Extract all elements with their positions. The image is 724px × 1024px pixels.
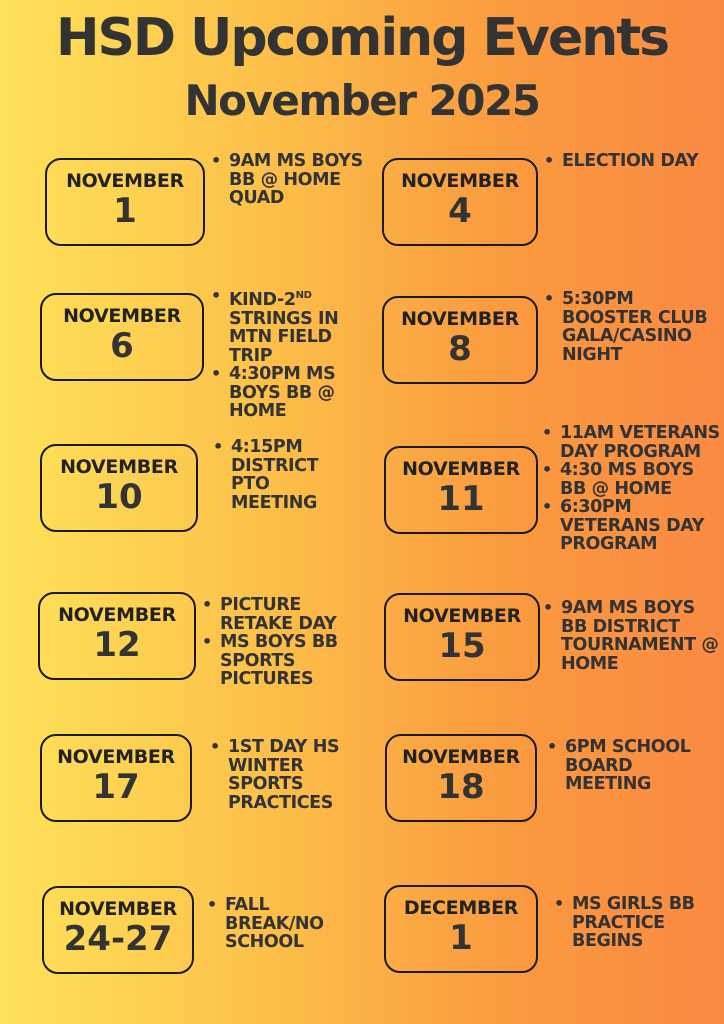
event-day: 6 [110, 326, 134, 366]
event-list [211, 287, 361, 421]
event-list [554, 895, 704, 951]
date-box [40, 293, 204, 381]
event-month: NOVEMBER [402, 458, 520, 480]
event-item: • 4:30 MS BOYS BB @ HOME [542, 461, 720, 498]
event-list [202, 596, 352, 689]
event-day: 10 [95, 477, 143, 517]
event-day: 8 [448, 329, 472, 369]
date-box [385, 734, 537, 822]
event-item: • MS GIRLS BB PRACTICE BEGINS [554, 895, 704, 951]
event-list [542, 424, 720, 554]
event-month: NOVEMBER [63, 305, 181, 327]
date-box [382, 158, 538, 246]
date-box [42, 886, 194, 974]
event-day: 18 [437, 767, 485, 807]
date-box [40, 444, 198, 532]
event-day: 15 [438, 626, 486, 666]
event-list [543, 599, 721, 673]
date-box [384, 885, 538, 973]
page-subtitle: November 2025 [184, 76, 540, 125]
page-title: HSD Upcoming Events [55, 8, 669, 68]
event-day: 17 [92, 767, 140, 807]
event-month: NOVEMBER [58, 604, 176, 626]
event-item: • ELECTION DAY [544, 152, 714, 171]
event-day: 11 [437, 479, 485, 519]
event-item: • MS BOYS BB SPORTS PICTURES [202, 633, 352, 689]
event-item: • KIND-2ND STRINGS IN MTN FIELD TRIP [211, 287, 361, 365]
event-item: • 11AM VETERANS DAY PROGRAM [542, 424, 720, 461]
event-item: • 9AM MS BOYS BB DISTRICT TOURNAMENT @ HOME [543, 599, 721, 673]
event-day: 12 [93, 625, 141, 665]
event-day: 24-27 [63, 919, 173, 959]
event-month: NOVEMBER [60, 456, 178, 478]
event-list [544, 152, 714, 171]
date-box [45, 158, 205, 246]
event-list [544, 290, 719, 364]
event-list [547, 738, 712, 794]
date-box [38, 592, 196, 680]
event-list [207, 896, 342, 952]
event-day: 1 [449, 918, 473, 958]
event-month: NOVEMBER [66, 170, 184, 192]
event-month: NOVEMBER [401, 170, 519, 192]
event-month: NOVEMBER [403, 605, 521, 627]
date-box [384, 593, 540, 681]
event-item: • 5:30PM BOOSTER CLUB GALA/CASINO NIGHT [544, 290, 719, 364]
event-list [210, 738, 350, 812]
event-month: NOVEMBER [57, 746, 175, 768]
event-list [211, 152, 381, 208]
event-month: NOVEMBER [401, 308, 519, 330]
event-item: • 6:30PM VETERANS DAY PROGRAM [542, 498, 720, 554]
event-item: • 9AM MS BOYS BB @ HOME QUAD [211, 152, 381, 208]
event-item: • 4:15PM DISTRICT PTO MEETING [213, 438, 353, 512]
event-item: • FALL BREAK/NO SCHOOL [207, 896, 342, 952]
event-list [213, 438, 353, 512]
event-item: • 1ST DAY HS WINTER SPORTS PRACTICES [210, 738, 350, 812]
event-item: • 6PM SCHOOL BOARD MEETING [547, 738, 712, 794]
event-day: 1 [113, 191, 137, 231]
event-item: • 4:30PM MS BOYS BB @ HOME [211, 365, 361, 421]
event-day: 4 [448, 191, 472, 231]
event-month: NOVEMBER [402, 746, 520, 768]
date-box [384, 446, 538, 534]
date-box [382, 296, 538, 384]
date-box [40, 734, 192, 822]
event-item: • PICTURE RETAKE DAY [202, 596, 352, 633]
event-month: NOVEMBER [59, 898, 177, 920]
event-month: DECEMBER [403, 897, 519, 919]
